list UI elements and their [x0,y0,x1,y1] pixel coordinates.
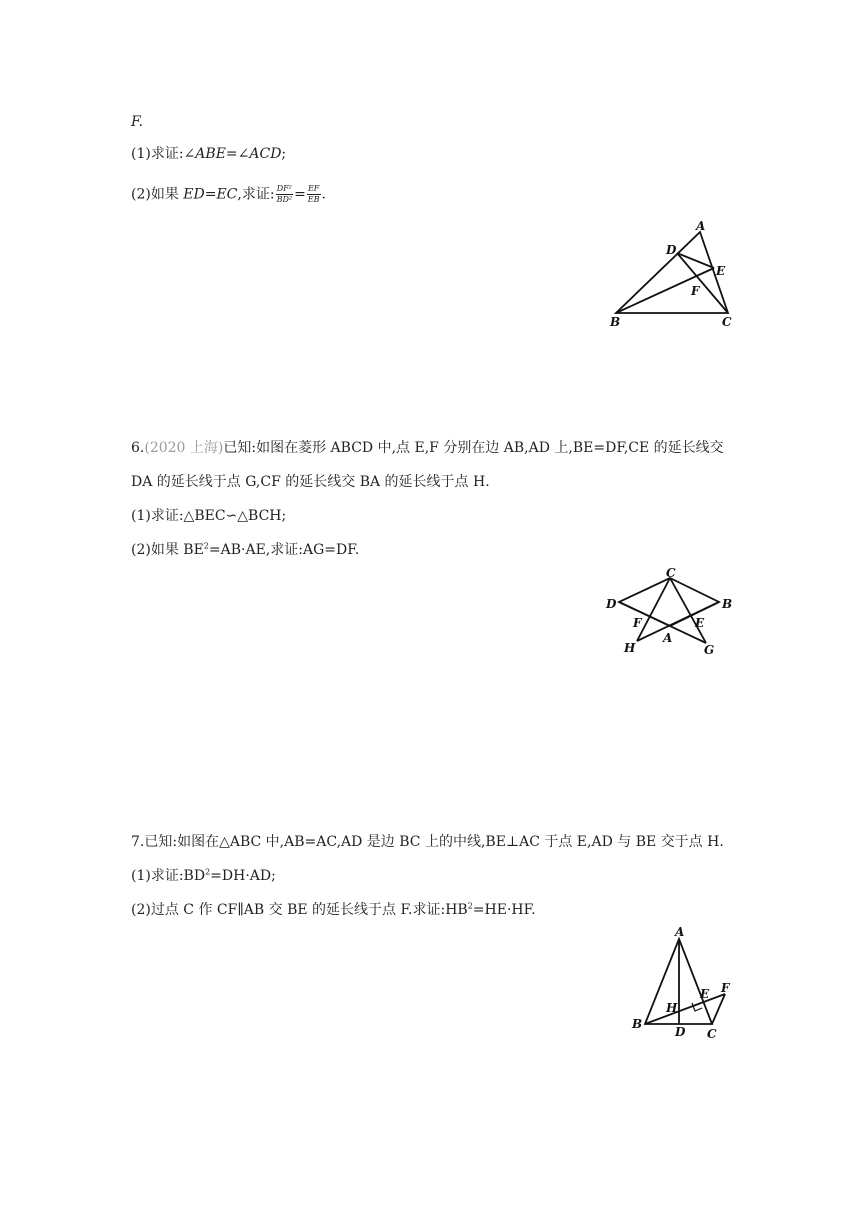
p7-part1-b: =DH·AD; [210,868,276,884]
p5-part2-math: ED=EC [183,186,238,203]
p6-line-bh [637,602,719,641]
p7-part2 [131,900,536,920]
p5-continuation [131,112,143,132]
p7-label-h: H [666,1001,678,1015]
p5-frac2-num: EF [307,184,320,193]
p5-part1-end: ; [281,146,287,162]
p5-label-c: C [722,315,732,329]
p6-part1-text: (1)求证:△BEC∽△BCH; [131,508,287,524]
p5-fraction-left [276,184,294,205]
p6-source: (2020 上海) [144,440,224,456]
p5-part1-prefix: (1)求证: [131,146,184,162]
p6-stem-line2 [131,472,490,492]
p5-part1 [131,144,286,164]
p5-label-b: B [610,315,621,329]
p5-part1-math: ∠ABE=∠ACD [183,146,282,162]
p6-stem-line1 [131,438,724,458]
p5-part2 [131,184,326,205]
p5-fraction-right [307,184,321,205]
p6-label-e: E [695,616,705,630]
p6-part2-a: (2)如果 BE [131,542,204,558]
p7-part2-a: (2)过点 C 作 CF∥AB 交 BE 的延长线于点 F.求证:HB [131,902,468,918]
p7-stem-text: 7.已知:如图在△ABC 中,AB=AC,AD 是边 BC 上的中线,BE⊥AC 于点 E,AD 与 BE 交于点 H. [131,834,724,850]
p7-part2-sup: 2 [467,901,473,911]
p7-label-a: A [675,925,685,939]
p5-part2-end: . [321,186,326,203]
p6-part2-b: =AB·AE,求证:AG=DF. [208,542,360,558]
p7-part1-sup: 2 [205,867,211,877]
p6-part2-sup: 2 [203,541,209,551]
p7-part2-b: =HE·HF. [472,902,536,918]
p5-figure [600,210,750,340]
p5-label-e: E [716,264,726,278]
p6-label-f: F [633,616,642,630]
p7-label-e: E [700,987,710,1001]
p5-part2-mid: ,求证: [237,186,275,203]
p7-part1 [131,866,276,886]
p5-frac2-den: EB [307,195,320,204]
p6-label-g: G [704,643,715,657]
p7-label-d: D [675,1025,686,1039]
p5-label-a: A [696,219,706,233]
p7-stem [131,832,724,852]
p7-label-c: C [707,1027,717,1041]
p6-label-d: D [606,597,617,611]
p6-label-c: C [666,566,676,580]
p6-figure [600,565,745,660]
p5-top-line: F. [131,114,143,130]
p5-part2-prefix: (2)如果 [131,186,184,203]
p5-frac1-num: DF² [276,184,292,193]
p5-eq: = [294,186,306,203]
p6-label-a: A [663,631,673,645]
p6-part1 [131,506,286,526]
p6-stem-text1: 已知:如图在菱形 ABCD 中,点 E,F 分别在边 AB,AD 上,BE=DF,CE 的延长线交 [223,440,724,456]
p6-number: 6. [131,440,145,456]
p6-label-h: H [624,641,636,655]
p7-part1-a: (1)求证:BD [131,868,206,884]
p5-frac1-den: BD² [276,195,293,204]
p6-part2 [131,540,359,560]
p6-label-b: B [722,597,733,611]
p6-stem-text2: DA 的延长线于点 G,CF 的延长线交 BA 的延长线于点 H. [131,474,490,490]
p7-label-f: F [721,981,730,995]
p5-segment-dc [677,253,728,313]
p7-figure [620,920,745,1045]
p5-label-d: D [666,243,677,257]
p5-label-f: F [691,284,700,298]
p7-label-b: B [632,1017,643,1031]
